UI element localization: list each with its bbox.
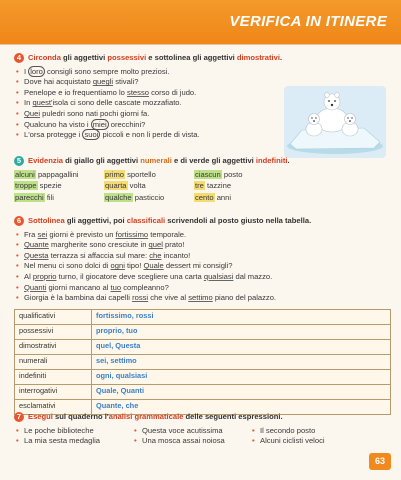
table-answer: ogni, qualsiasi	[92, 369, 391, 384]
item-text: giorni mancano al	[46, 282, 111, 292]
list-item: • Questa voce acutissima	[132, 426, 250, 437]
item-text: Giorgia è la bambina dai capelli	[24, 293, 133, 303]
list-item: • Una mosca assai noiosa	[132, 436, 250, 447]
underlined-word: tuo	[110, 282, 122, 292]
exercise-number: 7	[14, 412, 24, 422]
item-text: orecchini?	[108, 119, 146, 129]
underlined-word: Quanti	[24, 282, 47, 292]
exercise-6	[14, 216, 394, 415]
instr-keyword: analisi grammaticale	[108, 412, 184, 421]
item-text: terrazza si affaccia sul mare:	[48, 250, 150, 260]
underlined-word: quel	[148, 240, 163, 250]
table-key: interrogativi	[15, 384, 92, 399]
table-key: possessivi	[15, 324, 92, 339]
list-item	[14, 261, 394, 272]
instr-text: gli aggettivi	[60, 53, 108, 62]
instr-text: gli aggettivi, poi	[64, 216, 127, 225]
classification-table	[14, 309, 391, 415]
highlighted-word: primo	[105, 169, 124, 179]
underlined-word: ogni	[110, 261, 125, 271]
instr-text: sul quaderno l'	[52, 412, 109, 421]
item-text: volta	[127, 181, 146, 191]
exercise-6-list	[14, 230, 394, 304]
circled-word: miei	[92, 119, 107, 129]
item-text: dal mazzo.	[233, 271, 273, 281]
underlined-word: settimo	[188, 293, 213, 303]
item-text: posto	[221, 169, 243, 179]
item-text: temporale.	[148, 229, 187, 239]
item-text: spezie	[37, 181, 62, 191]
underlined-word: Quante	[24, 240, 49, 250]
instr-keyword: Circonda	[28, 53, 61, 62]
item-text: tipo!	[124, 261, 144, 271]
header-banner	[0, 0, 401, 44]
exercise-5-grid	[14, 170, 394, 204]
underlined-word: Quei	[24, 108, 41, 118]
underlined-word: che	[149, 250, 162, 260]
item-text: sportello	[125, 169, 156, 179]
list-item	[14, 251, 394, 262]
instr-text: e di verde gli aggettivi	[171, 156, 256, 165]
highlighted-word: alcuni	[15, 169, 35, 179]
instr-keyword: numerali	[140, 156, 172, 165]
item-text: corso di judo.	[148, 87, 197, 97]
grid-item	[194, 181, 294, 192]
exercise-number: 5	[14, 156, 24, 166]
instr-keyword: indefiniti	[255, 156, 288, 165]
instr-text: scrivendoli al posto giusto nella tabella.	[165, 216, 312, 225]
item-text: stivali?	[113, 77, 139, 87]
table-answer: Quale, Quanti	[92, 384, 391, 399]
exercise-7	[14, 412, 394, 447]
underlined-word: stesso	[127, 87, 149, 97]
list-item	[14, 272, 394, 283]
underlined-word: proprio	[32, 271, 57, 281]
item-text: Dove hai acquistato	[24, 77, 93, 87]
list-item	[14, 230, 394, 241]
instr-keyword: possessivi	[107, 53, 147, 62]
table-answer: quel, Questa	[92, 339, 391, 354]
item-text: turno, il giocatore deve scegliere una carta	[56, 271, 204, 281]
table-row	[15, 309, 391, 324]
item-text: piccoli e non li perde di vista.	[100, 130, 200, 140]
item-text: piano del palazzo.	[212, 293, 277, 303]
table-row	[15, 339, 391, 354]
table-key: dimostrativi	[15, 339, 92, 354]
list-item	[14, 283, 394, 294]
exercise-5	[14, 156, 394, 203]
instr-text: di giallo gli aggettivi	[63, 156, 141, 165]
list-item: • Alcuni ciclisti veloci	[250, 436, 368, 447]
exercise-5-instruction	[14, 156, 394, 167]
list-item	[14, 67, 394, 78]
circled-word: suoi	[84, 130, 99, 140]
table-answer: Quante, che	[92, 399, 391, 414]
page-title: VERIFICA IN ITINERE	[229, 13, 387, 30]
grid-item	[14, 170, 104, 181]
page-number: 63	[369, 453, 391, 470]
exercise-7-items	[14, 426, 394, 447]
underlined-word: Quale	[143, 261, 164, 271]
item-text: Nel menu ci sono dolci di	[24, 261, 111, 271]
table-key: indefiniti	[15, 369, 92, 384]
circled-word: loro	[30, 66, 43, 76]
list-item: • Il secondo posto	[250, 426, 368, 437]
item-text: Penelope e io frequentiamo lo	[24, 87, 128, 97]
list-item: • La mia sesta medaglia	[14, 436, 132, 447]
item-text: prato!	[162, 240, 185, 250]
table-row	[15, 324, 391, 339]
instr-keyword: Esegui	[28, 412, 53, 421]
item-text: margherite sono cresciute in	[48, 240, 149, 250]
item-text: I	[24, 66, 29, 76]
exercise-number: 4	[14, 53, 24, 63]
item-text: isola ci sono delle cascate mozzafiato.	[52, 98, 182, 108]
highlighted-word: parecchi	[15, 192, 44, 202]
item-text: L'orsa protegge i	[24, 130, 83, 140]
highlighted-word: tre	[195, 181, 204, 191]
instr-text: e sottolinea gli aggettivi	[146, 53, 237, 62]
item-text: consigli sono sempre molto preziosi.	[44, 66, 170, 76]
item-text: Qualcuno ha visto i	[24, 119, 91, 129]
item-text: giorni è previsto un	[47, 229, 116, 239]
grid-item	[194, 170, 294, 181]
instr-text: .	[287, 156, 290, 165]
table-key: qualificativi	[15, 309, 92, 324]
exercise-4-instruction	[14, 53, 394, 64]
table-row	[15, 354, 391, 369]
item-text: Fra	[24, 229, 38, 239]
underlined-word: quegli	[92, 77, 114, 87]
item-text: pappagallini	[35, 169, 79, 179]
highlighted-word: qualche	[105, 192, 132, 202]
underlined-word: sei	[37, 229, 48, 239]
underlined-word: fortissimo	[115, 229, 149, 239]
underlined-word: Questa	[24, 250, 49, 260]
underlined-word: rossi	[132, 293, 149, 303]
item-text: fili	[44, 192, 54, 202]
exercise-6-instruction	[14, 216, 394, 227]
item-text: incanto!	[161, 250, 191, 260]
highlighted-word: troppe	[15, 181, 37, 191]
highlighted-word: ciascun	[195, 169, 221, 179]
list-item	[14, 240, 394, 251]
underlined-word: quest'	[32, 98, 53, 108]
polar-bears-illustration	[284, 86, 386, 158]
list-item	[14, 293, 394, 304]
item-text: puledri sono nati pochi giorni fa.	[40, 108, 150, 118]
item-text: dessert mi consigli?	[163, 261, 233, 271]
item-text: In	[24, 98, 33, 108]
grid-item	[104, 193, 194, 204]
instr-keyword: Evidenzia	[28, 156, 64, 165]
instr-keyword: classificali	[126, 216, 166, 225]
grid-item	[14, 181, 104, 192]
table-key: esclamativi	[15, 399, 92, 414]
table-key: numerali	[15, 354, 92, 369]
list-item: • Le poche biblioteche	[14, 426, 132, 437]
grid-item	[104, 170, 194, 181]
instr-keyword: dimostrativi	[236, 53, 280, 62]
grid-item	[104, 181, 194, 192]
instr-keyword: Sottolinea	[28, 216, 65, 225]
table-answer: proprio, tuo	[92, 324, 391, 339]
item-text: anni	[214, 192, 232, 202]
item-text: che vive al	[148, 293, 189, 303]
exercise-number: 6	[14, 216, 24, 226]
table-row	[15, 384, 391, 399]
table-row	[15, 369, 391, 384]
table-answer: fortissimo, rossi	[92, 309, 391, 324]
item-text: compleanno?	[121, 282, 169, 292]
highlighted-word: cento	[195, 192, 214, 202]
exercise-7-instruction	[14, 412, 394, 423]
highlighted-word: quarta	[105, 181, 127, 191]
grid-item	[194, 193, 294, 204]
item-text: pasticcio	[132, 192, 165, 202]
item-text: tazzine	[204, 181, 232, 191]
instr-text: delle seguenti espressioni.	[183, 412, 283, 421]
instr-text: .	[279, 53, 283, 62]
grid-item	[14, 193, 104, 204]
table-answer: sei, settimo	[92, 354, 391, 369]
item-text: Al	[24, 271, 33, 281]
underlined-word: qualsiasi	[203, 271, 234, 281]
